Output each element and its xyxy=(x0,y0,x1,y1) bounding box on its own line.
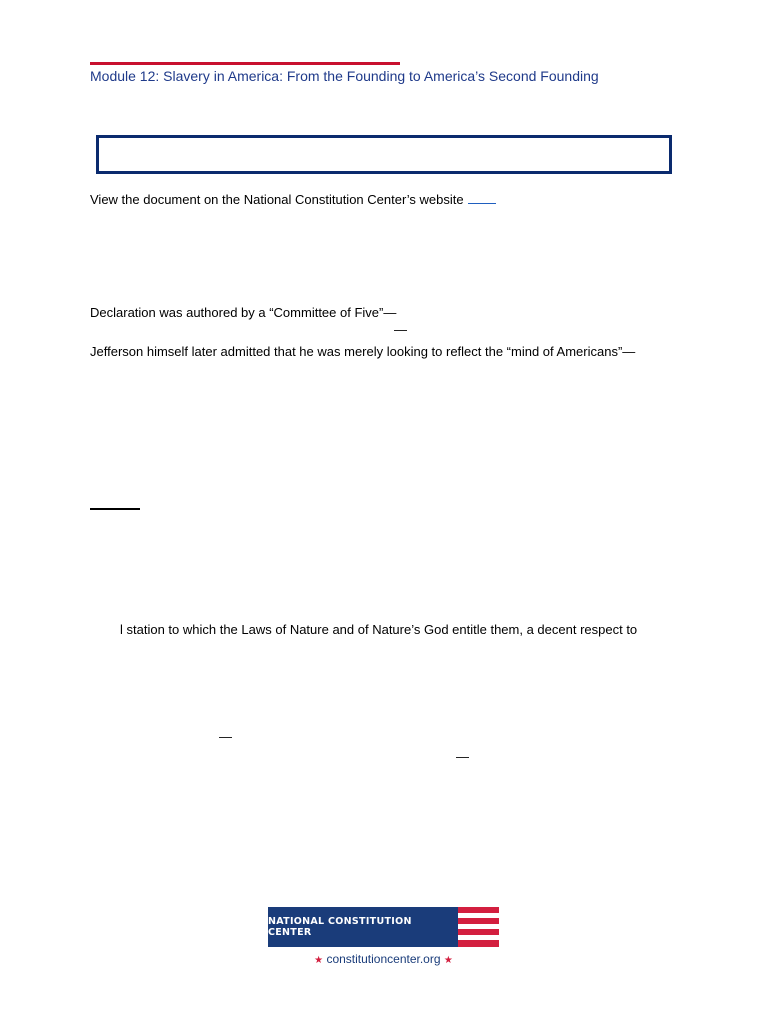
section-rule xyxy=(90,508,140,510)
logo-wordmark: NATIONAL CONSTITUTION CENTER xyxy=(268,907,458,947)
view-document-text: View the document on the National Constitution Center’s website xyxy=(90,192,464,207)
star-icon: ★ xyxy=(443,955,453,966)
header-red-rule xyxy=(90,62,400,65)
em-dash: — xyxy=(456,749,469,764)
view-document-line xyxy=(90,192,496,208)
logo-url[interactable] xyxy=(268,952,499,966)
em-dash: — xyxy=(394,322,407,337)
declaration-excerpt: l station to which the Laws of Nature and of Nature’s God entitle them, a decent respect to xyxy=(120,622,638,637)
em-dash: — xyxy=(219,729,232,744)
star-icon: ★ xyxy=(314,955,324,966)
logo-url-text: constitutioncenter.org xyxy=(326,952,441,966)
jefferson-text: Jefferson himself later admitted that he was merely looking to reflect the “mind of Americans”— xyxy=(90,344,636,359)
ncc-logo[interactable] xyxy=(268,907,499,947)
title-box xyxy=(96,135,672,174)
website-link[interactable] xyxy=(468,193,496,204)
flag-stripes-icon xyxy=(458,907,499,947)
committee-text: Declaration was authored by a “Committee of Five”— xyxy=(90,305,397,320)
module-title: Module 12: Slavery in America: From the Founding to America’s Second Founding xyxy=(90,68,599,84)
